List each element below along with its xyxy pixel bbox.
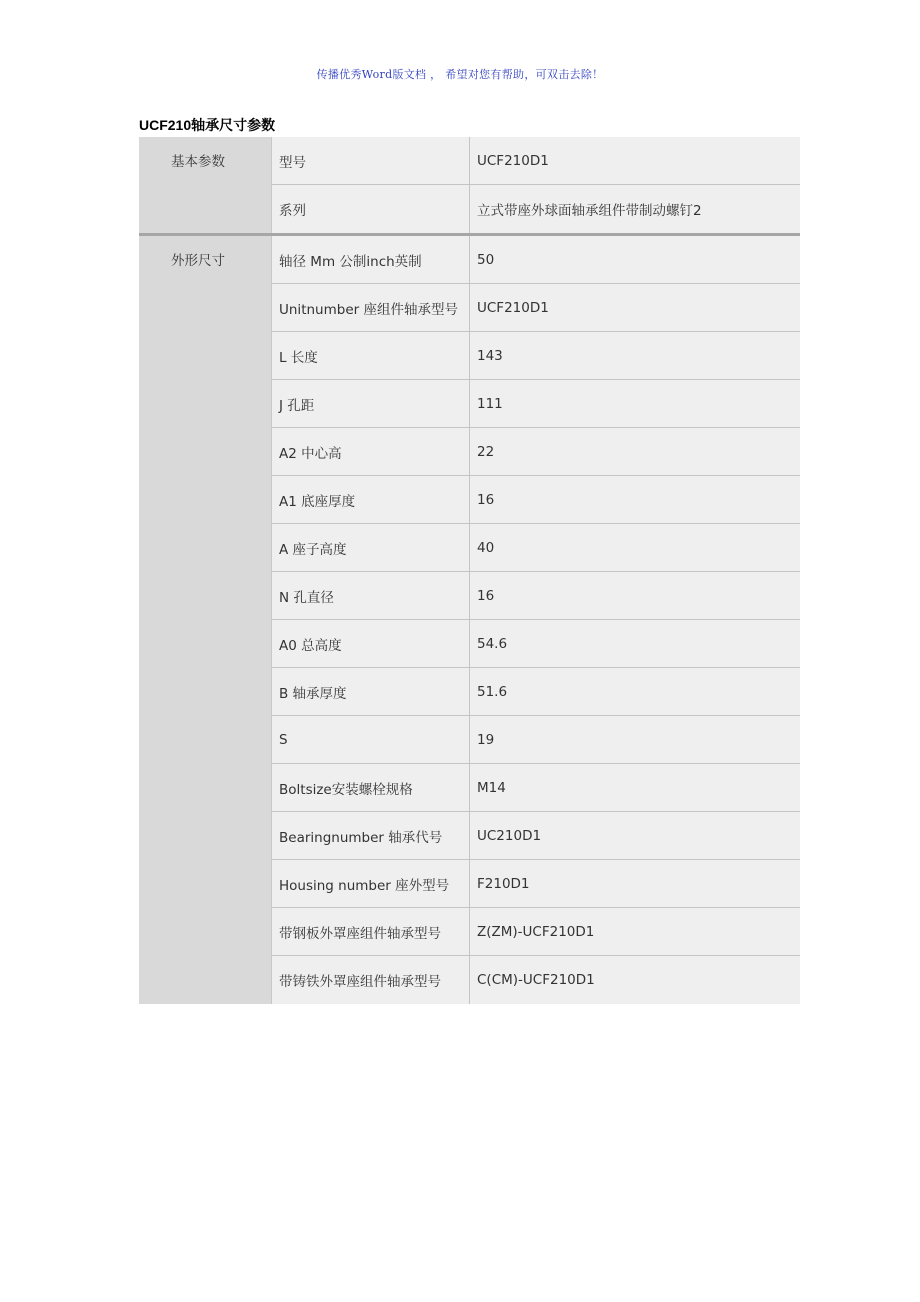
param-name: 轴径 Mm 公制inch英制 [272, 236, 470, 283]
param-value: 40 [477, 539, 495, 556]
table-row [272, 812, 800, 860]
param-value: 22 [477, 443, 495, 460]
table-row [272, 956, 800, 1004]
table-row [272, 908, 800, 956]
table-row [272, 185, 800, 233]
param-value: 51.6 [477, 683, 508, 700]
table-row [272, 716, 800, 764]
table-row [272, 428, 800, 476]
table-row [272, 524, 800, 572]
param-value: UCF210D1 [477, 152, 549, 169]
param-name: 带铸铁外罩座组件轴承型号 [272, 956, 470, 1004]
param-name: Unitnumber 座组件轴承型号 [272, 284, 470, 331]
param-name: Housing number 座外型号 [272, 860, 470, 907]
param-value: 111 [477, 395, 503, 412]
table-row [272, 236, 800, 284]
group-label: 外形尺寸 [139, 236, 272, 1004]
param-name: A2 中心高 [272, 428, 470, 475]
spec-table [139, 137, 800, 1004]
table-row [272, 284, 800, 332]
table-row [272, 332, 800, 380]
param-value: 立式带座外球面轴承组件带制动螺钉2 [477, 203, 702, 219]
document-title: UCF210轴承尺寸参数 [139, 117, 276, 133]
param-name: 带钢板外罩座组件轴承型号 [272, 908, 470, 955]
group-label: 基本参数 [139, 137, 272, 233]
param-value: M14 [477, 779, 506, 796]
param-name: B 轴承厚度 [272, 668, 470, 715]
param-value: 19 [477, 731, 495, 748]
param-value: 54.6 [477, 635, 508, 652]
param-name: 型号 [272, 137, 470, 184]
table-row [272, 572, 800, 620]
table-row [272, 380, 800, 428]
param-value: F210D1 [477, 875, 530, 892]
group-dimensions [139, 236, 800, 1004]
param-value: UCF210D1 [477, 299, 549, 316]
param-name: A0 总高度 [272, 620, 470, 667]
param-value: Z(ZM)-UCF210D1 [477, 923, 595, 940]
param-name: Boltsize安装螺栓规格 [272, 764, 470, 811]
param-value: 16 [477, 587, 495, 604]
table-row [272, 137, 800, 185]
param-name: A 座子高度 [272, 524, 470, 571]
param-name: J 孔距 [272, 380, 470, 427]
table-row [272, 860, 800, 908]
header-note: 传播优秀Word版文档 ， 希望对您有帮助，可双击去除！ [316, 68, 604, 81]
param-name: N 孔直径 [272, 572, 470, 619]
param-name: A1 底座厚度 [272, 476, 470, 523]
param-name: S [272, 716, 470, 763]
table-row [272, 764, 800, 812]
group-basic [139, 137, 800, 233]
param-value: 50 [477, 251, 495, 268]
table-row [272, 668, 800, 716]
param-name: L 长度 [272, 332, 470, 379]
param-value: UC210D1 [477, 827, 542, 844]
table-row [272, 476, 800, 524]
param-value: C(CM)-UCF210D1 [477, 972, 595, 988]
param-name: Bearingnumber 轴承代号 [272, 812, 470, 859]
table-row [272, 620, 800, 668]
param-value: 16 [477, 491, 495, 508]
param-value: 143 [477, 347, 503, 364]
param-name: 系列 [272, 185, 470, 233]
